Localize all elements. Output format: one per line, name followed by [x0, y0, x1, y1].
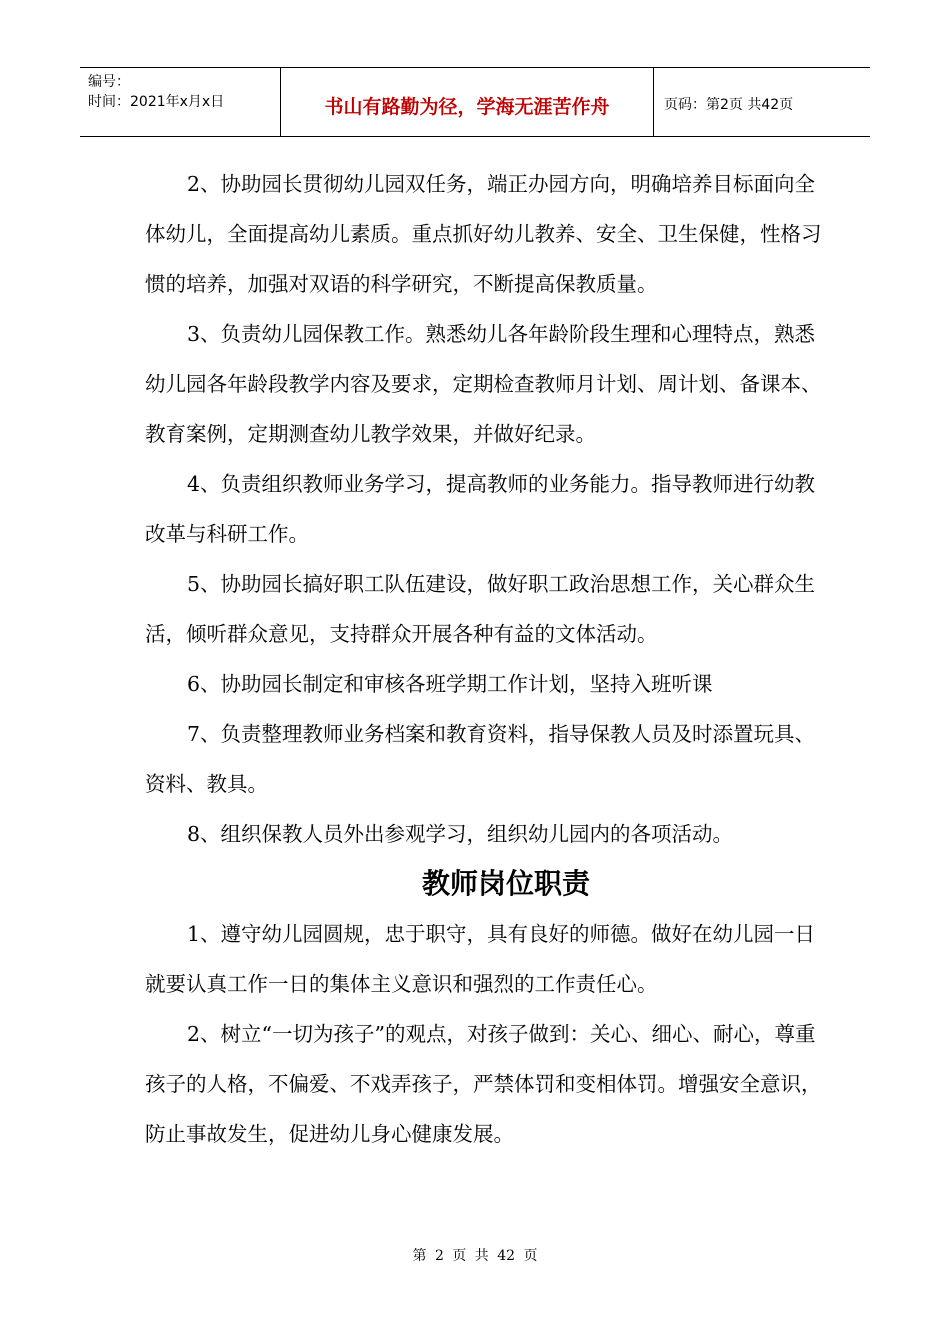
paragraph: 2、树立“一切为孩子”的观点，对孩子做到：关心、细心、耐心，尊重孩子的人格，不偏爱、不戏弄孩子，严禁体罚和变相体罚。增强安全意识，防止事故发生，促进幼儿身心健康发展。 — [145, 1022, 822, 1146]
document-body — [145, 159, 825, 1159]
document-time-label: 时间：2021年x月x日 — [88, 94, 225, 110]
page-footer: 第 2 页 共 42 页 — [412, 1248, 538, 1264]
paragraph: 3、负责幼儿园保教工作。熟悉幼儿各年龄阶段生理和心理特点，熟悉幼儿园各年龄段教学内容及要求，定期检查教师月计划、周计划、备课本、教育案例，定期测查幼儿教学效果，并做好纪录。 — [145, 322, 822, 446]
header-motto: 书山有路勤为径，学海无涯苦作舟 — [281, 68, 654, 136]
paragraph: 8、组织保教人员外出参观学习，组织幼儿园内的各项活动。 — [187, 822, 734, 846]
page-header — [80, 67, 870, 137]
header-page-info: 页码：第2页 共42页 — [664, 97, 794, 113]
section-title: 教师岗位职责 — [421, 867, 590, 900]
paragraph: 4、负责组织教师业务学习，提高教师的业务能力。指导教师进行幼教改革与科研工作。 — [145, 472, 816, 546]
paragraph: 1、遵守幼儿园圆规，忠于职守，具有良好的师德。做好在幼儿园一日就要认真工作一日的集体主义意识和强烈的工作责任心。 — [145, 922, 816, 996]
paragraph: 6、协助园长制定和审核各班学期工作计划，坚持入班听课 — [187, 672, 713, 696]
paragraph: 2、协助园长贯彻幼儿园双任务，端正办园方向，明确培养目标面向全体幼儿，全面提高幼儿素质。重点抓好幼儿教养、安全、卫生保健，性格习惯的培养，加强对双语的科学研究，不断提高保教质量。 — [145, 172, 822, 296]
paragraph: 7、负责整理教师业务档案和教育资料，指导保教人员及时添置玩具、资料、教具。 — [145, 722, 816, 796]
paragraph: 5、协助园长搞好职工队伍建设，做好职工政治思想工作，关心群众生活，倾听群众意见，支持群众开展各种有益的文体活动。 — [145, 572, 816, 646]
header-meta — [80, 68, 281, 136]
document-number-label: 编号： — [88, 74, 130, 90]
